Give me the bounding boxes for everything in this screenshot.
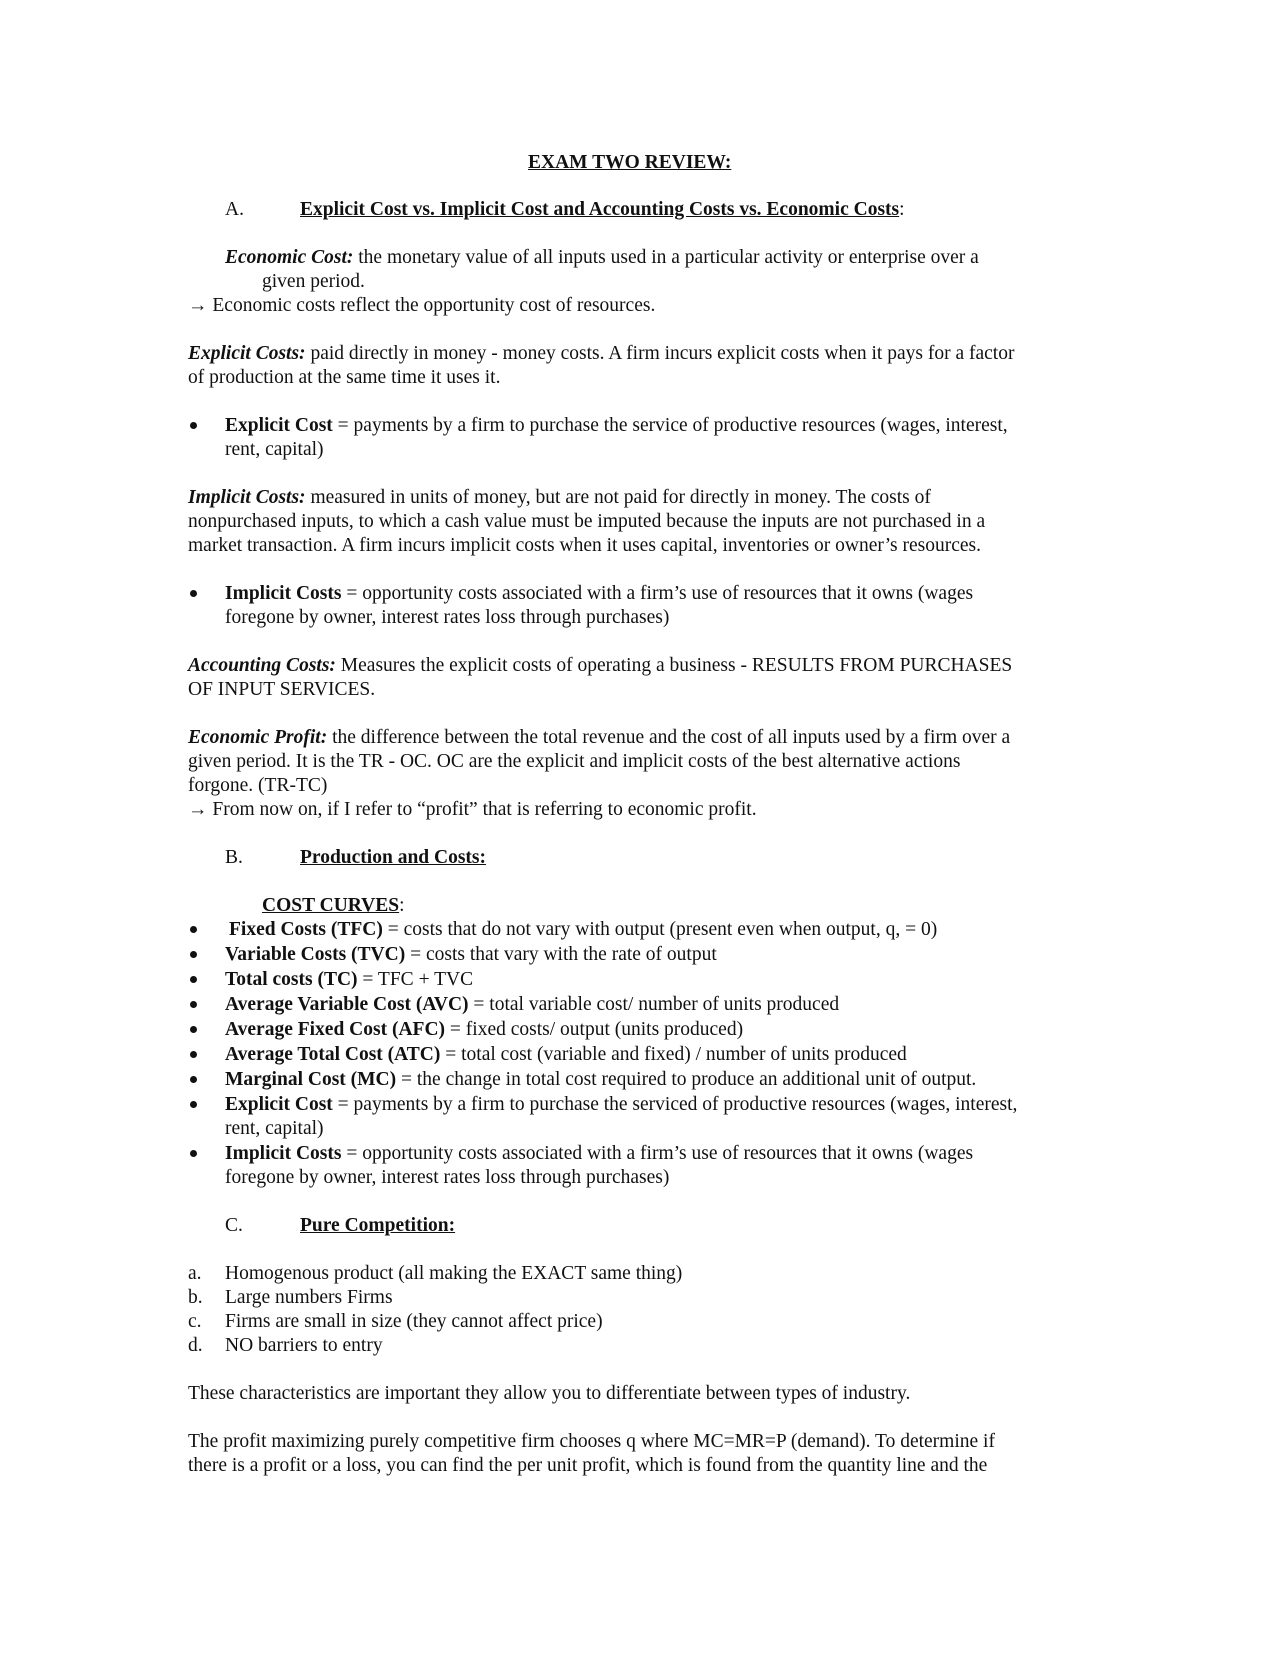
cost-item-term: Average Total Cost (ATC) [225,1044,441,1065]
explicit-costs-line-2: of production at the same time it uses it. [188,367,501,388]
economic-profit-line-1 [188,726,1010,750]
list-marker: c. [188,1311,202,1332]
implicit-costs-line-3: market transaction. A firm incurs implicit costs when it uses capital, inventories or owner’s resources. [188,535,981,556]
economic-profit-line-2: given period. It is the TR - OC. OC are the explicit and implicit costs of the best alternative actions [188,751,961,772]
economic-cost-def-1: the monetary value of all inputs used in a particular activity or enterprise over a [353,247,979,268]
list-marker: a. [188,1263,202,1284]
cost-item-term: Fixed Costs (TFC) [229,919,383,940]
economic-profit-term: Economic Profit: [188,727,328,748]
section-a-letter: A. [225,199,244,220]
cost-item-term: Implicit Costs [225,1143,342,1164]
cost-item-def: = fixed costs/ output (units produced) [445,1019,744,1040]
explicit-bullet-term: Explicit Cost [225,415,333,436]
section-c-letter: C. [225,1215,243,1236]
cost-item-term: Marginal Cost (MC) [225,1069,397,1090]
bullet-icon [190,976,200,986]
section-c-heading: Pure Competition: [300,1215,456,1236]
section-a-heading-text: Explicit Cost vs. Implicit Cost and Accounting Costs vs. Economic Costs [300,199,900,220]
explicit-costs-def-1: paid directly in money - money costs. A firm incurs explicit costs when it pays for a factor [305,343,1015,364]
characteristics-paragraph: These characteristics are important they allow you to differentiate between types of industry. [188,1383,911,1404]
section-a-heading-suffix: : [899,199,905,220]
cost-item-def: = TFC + TVC [357,969,474,990]
economic-profit-def-1: the difference between the total revenue and the cost of all inputs used by a firm over a [327,727,1011,748]
bullet-icon [190,422,200,432]
cost-item [225,1142,973,1166]
bullet-icon [190,1076,200,1086]
cost-item-def: = total cost (variable and fixed) / number of units produced [440,1044,907,1065]
arrow-note-2: → From now on, if I refer to “profit” that is referring to economic profit. [188,799,757,820]
bullet-icon [190,1101,200,1111]
bullet-icon [190,926,200,936]
cost-item-def: = opportunity costs associated with a firm’s use of resources that it owns (wages [341,1143,974,1164]
list-item: Firms are small in size (they cannot affect price) [225,1311,603,1332]
cost-item-continuation: rent, capital) [225,1118,324,1139]
bullet-icon [190,1001,200,1011]
cost-curves-subheading-text: COST CURVES [262,895,400,916]
implicit-costs-def-1: measured in units of money, but are not paid for directly in money. The costs of [305,487,931,508]
cost-item [225,1068,976,1092]
section-b-letter: B. [225,847,243,868]
explicit-costs-line-1 [188,342,1014,366]
economic-profit-line-3: forgone. (TR-TC) [188,775,328,796]
accounting-costs-line-2: OF INPUT SERVICES. [188,679,376,700]
bullet-icon [190,1150,200,1160]
cost-item-def: = costs that do not vary with output (present even when output, q, = 0) [382,919,938,940]
cost-item [225,993,839,1017]
implicit-bullet-def-1: = opportunity costs associated with a firm’s use of resources that it owns (wages [341,583,974,604]
cost-item-term: Average Variable Cost (AVC) [225,994,469,1015]
bullet-icon [190,1026,200,1036]
explicit-bullet-def-1: = payments by a firm to purchase the service of productive resources (wages, interest, [332,415,1008,436]
section-b-heading: Production and Costs: [300,847,487,868]
cost-item-def: = costs that vary with the rate of output [405,944,717,965]
accounting-costs-term: Accounting Costs: [188,655,336,676]
cost-item-def: = total variable cost/ number of units produced [468,994,840,1015]
economic-cost-line-1 [225,246,979,270]
list-item: Large numbers Firms [225,1287,393,1308]
accounting-costs-def-1: Measures the explicit costs of operating a business - RESULTS FROM PURCHASES [335,655,1013,676]
cost-item-term: Average Fixed Cost (AFC) [225,1019,446,1040]
arrow-note-1: → Economic costs reflect the opportunity cost of resources. [188,295,656,316]
cost-item [225,1018,743,1042]
accounting-costs-line-1 [188,654,1012,678]
implicit-costs-line-2: nonpurchased inputs, to which a cash value must be imputed because the inputs are not purchased in a [188,511,986,532]
economic-cost-line-2: given period. [262,271,365,292]
cost-item-term: Explicit Cost [225,1094,333,1115]
list-marker: d. [188,1335,203,1356]
bullet-icon [190,951,200,961]
explicit-bullet-line-2: rent, capital) [225,439,324,460]
implicit-costs-term: Implicit Costs: [188,487,306,508]
implicit-bullet-line-1 [225,582,973,606]
cost-item [225,943,717,967]
list-item: NO barriers to entry [225,1335,383,1356]
profit-max-paragraph-line-2: there is a profit or a loss, you can find the per unit profit, which is found from the quantity line and the [188,1455,988,1476]
cost-item-continuation: foregone by owner, interest rates loss through purchases) [225,1167,670,1188]
explicit-bullet-line-1 [225,414,1008,438]
implicit-costs-line-1 [188,486,931,510]
list-item: Homogenous product (all making the EXACT same thing) [225,1263,683,1284]
cost-item [229,918,937,942]
cost-curves-subheading [262,894,405,918]
cost-item [225,1043,907,1067]
implicit-bullet-line-2: foregone by owner, interest rates loss through purchases) [225,607,670,628]
cost-item [225,968,473,992]
cost-item-term: Variable Costs (TVC) [225,944,406,965]
cost-curves-subheading-suffix: : [399,895,405,916]
section-a-heading [300,198,905,222]
cost-item-def: = payments by a firm to purchase the serviced of productive resources (wages, interest, [332,1094,1018,1115]
cost-item-term: Total costs (TC) [225,969,358,990]
implicit-bullet-term: Implicit Costs [225,583,342,604]
explicit-costs-term: Explicit Costs: [188,343,306,364]
list-marker: b. [188,1287,203,1308]
profit-max-paragraph-line-1: The profit maximizing purely competitive firm chooses q where MC=MR=P (demand). To determine if [188,1431,995,1452]
cost-item-def: = the change in total cost required to produce an additional unit of output. [396,1069,977,1090]
bullet-icon [190,1051,200,1061]
cost-item [225,1093,1017,1117]
economic-cost-term: Economic Cost: [225,247,354,268]
page-title: EXAM TWO REVIEW: [528,152,732,173]
bullet-icon [190,590,200,600]
